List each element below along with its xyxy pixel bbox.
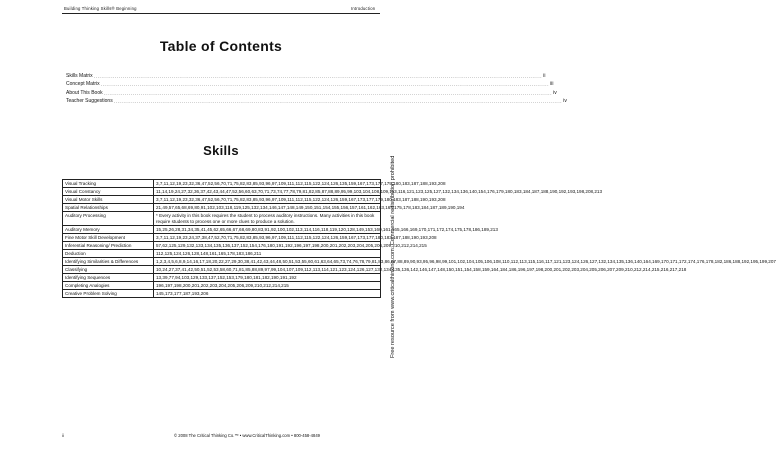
table-row — [63, 242, 381, 250]
skill-pages: 112,125,124,126,128,148,161,165,178,183,186,211 — [154, 250, 381, 258]
skill-name: Visual Tracking — [63, 180, 154, 188]
table-row — [63, 188, 381, 196]
toc-entry-page: ii — [543, 72, 546, 79]
skill-pages: 13,39,77,94,103,129,133,137,152,153,179,180,181,182,190,191,192 — [154, 274, 381, 282]
skills-title: Skills — [203, 143, 239, 158]
skill-pages: 21,49,57,65,68,69,80,91,102,103,118,119,125,132,134,146,147,148,149,150,151,154,155,156,157,161,162,163,164,175,178,183,184,187,189,190,194 — [154, 204, 381, 212]
table-row — [63, 266, 381, 274]
table-row — [63, 212, 381, 226]
toc-entry-label: Teacher Suggestions — [66, 98, 113, 105]
table-row — [63, 250, 381, 258]
toc-entry-label: Concept Matrix — [66, 81, 100, 88]
skill-name: Creative Problem Solving — [63, 290, 154, 298]
skill-pages: 1,2,3,4,5,6,8,9,14,16,17,18,20,22,27,29,30,38,41,42,43,44,48,50,51,53,55,60,61,63,64,65,73,74,76,78,79,81,83,86,87,88,89,90,93,95,96,98,99,101,102,104,105,106,108,110,112,113,115,116,117,121,123,124,126,127,132,134,135,136,140,164,169,170,171,172,174,176,178,182,186,188,192,195,199,207 — [154, 258, 381, 266]
skill-name: Spatial Relationships — [63, 204, 154, 212]
skill-name: Fine Motor Skill Development — [63, 234, 154, 242]
skill-name: Completing Analogies — [63, 282, 154, 290]
skill-pages: 196,197,198,200,201,202,203,204,205,206,209,210,212,214,215 — [154, 282, 381, 290]
toc-entry-label: About This Book — [66, 89, 103, 96]
footer-copyright: © 2008 The Critical Thinking Co.™ • www.CriticalThinking.com • 800-458-4849 — [174, 433, 320, 438]
table-row — [63, 234, 381, 242]
toc-entry[interactable] — [66, 70, 546, 79]
toc-leader-dots — [104, 91, 553, 96]
running-header-title: Building Thinking Skills® Beginning — [64, 6, 137, 11]
toc-leader-dots — [101, 82, 550, 87]
toc-entry[interactable] — [66, 96, 567, 105]
toc-entry-page: iv — [563, 98, 567, 105]
skill-name: Visual Constancy — [63, 188, 154, 196]
table-row — [63, 258, 381, 266]
skill-name: Auditory Memory — [63, 226, 154, 234]
table-row — [63, 196, 381, 204]
toc-entry-page: iii — [550, 81, 554, 88]
skill-name: Auditory Processing — [63, 212, 154, 226]
skill-name: Inferential Reasoning/ Prediction — [63, 242, 154, 250]
toc-entry[interactable] — [66, 79, 554, 88]
skill-pages: 145,173,177,187,193,206 — [154, 290, 381, 298]
skill-pages: * Every activity in this book requires the student to process auditory instructions. Many activities in this book require students to process one or more clues to produce a solution. — [154, 212, 381, 226]
toc-entry-label: Skills Matrix — [66, 72, 93, 79]
toc-leader-dots — [94, 72, 546, 79]
skill-pages: 57,62,125,129,132,133,134,135,136,137,152,154,176,180,191,192,196,197,198,200,201,202,203,204,205,206,209,210,212,214,215 — [154, 242, 381, 250]
toc-leader-dots — [114, 99, 563, 104]
header-divider — [62, 13, 380, 14]
table-row — [63, 180, 381, 188]
skill-name: Deduction — [63, 250, 154, 258]
skill-name: Identifying Similarities & Differences — [63, 258, 154, 266]
page-number: ii — [62, 433, 64, 438]
redistribution-notice-text: Free resource from www.criticalthinking.com. Commercial redistribution prohibited — [390, 155, 396, 358]
toc-title: Table of Contents — [159, 38, 283, 54]
skill-pages: 10,24,27,37,41,42,50,51,52,53,58,60,71,81,85,88,89,97,99,104,107,109,112,113,114,121,123,124,126,127,132,134,135,136,142,146,147,148,150,151,154,158,159,164,184,186,196,197,198,200,201,202,203,204,205,206,207,209,210,212,214,215,216,217,218 — [154, 266, 381, 274]
skill-name: Identifying Sequences — [63, 274, 154, 282]
table-row — [63, 274, 381, 282]
running-header-section: Introduction — [351, 6, 376, 11]
toc-list — [66, 70, 567, 105]
table-row — [63, 226, 381, 234]
skill-pages: 15,25,26,28,31,34,35,41,45,62,65,66,67,68,69,80,83,91,92,100,102,113,114,116,118,119,120,128,149,153,160,161,165,166,169,170,171,172,174,175,178,186,189,213 — [154, 226, 381, 234]
skill-name: Classifying — [63, 266, 154, 274]
table-row — [63, 290, 381, 298]
skill-name: Visual Motor Skills — [63, 196, 154, 204]
table-row — [63, 282, 381, 290]
table-row — [63, 204, 381, 212]
toc-entry[interactable] — [66, 87, 557, 96]
skill-pages: 11,14,19,24,27,32,36,37,42,43,44,47,52,56,60,63,70,71,73,74,77,78,79,81,82,85,87,88,89,95,99,103,104,108,109,113,116,121,123,125,127,132,134,136,140,154,176,179,180,183,184,187,188,190,192,193,198,208,213 — [154, 188, 381, 196]
skill-pages: 3,7,11,12,19,23,32,36,47,52,56,70,71,75,82,83,85,93,96,97,109,111,112,115,122,124,126,159,167,173,177,179,180,183,187,188,190,193,208 — [154, 196, 381, 204]
skill-pages: 3,7,11,12,19,23,32,36,47,52,56,70,71,75,82,83,85,93,96,97,109,111,112,115,122,124,126,135,159,167,173,177,179,180,183,187,188,193,208 — [154, 180, 381, 188]
toc-entry-page: iv — [553, 89, 557, 96]
redistribution-notice — [388, 110, 402, 360]
skill-pages: 3,7,11,12,19,23,24,37,38,47,52,70,71,75,82,83,85,93,96,97,109,111,112,115,122,124,126,159,167,173,177,180,183,187,188,190,193,208 — [154, 234, 381, 242]
